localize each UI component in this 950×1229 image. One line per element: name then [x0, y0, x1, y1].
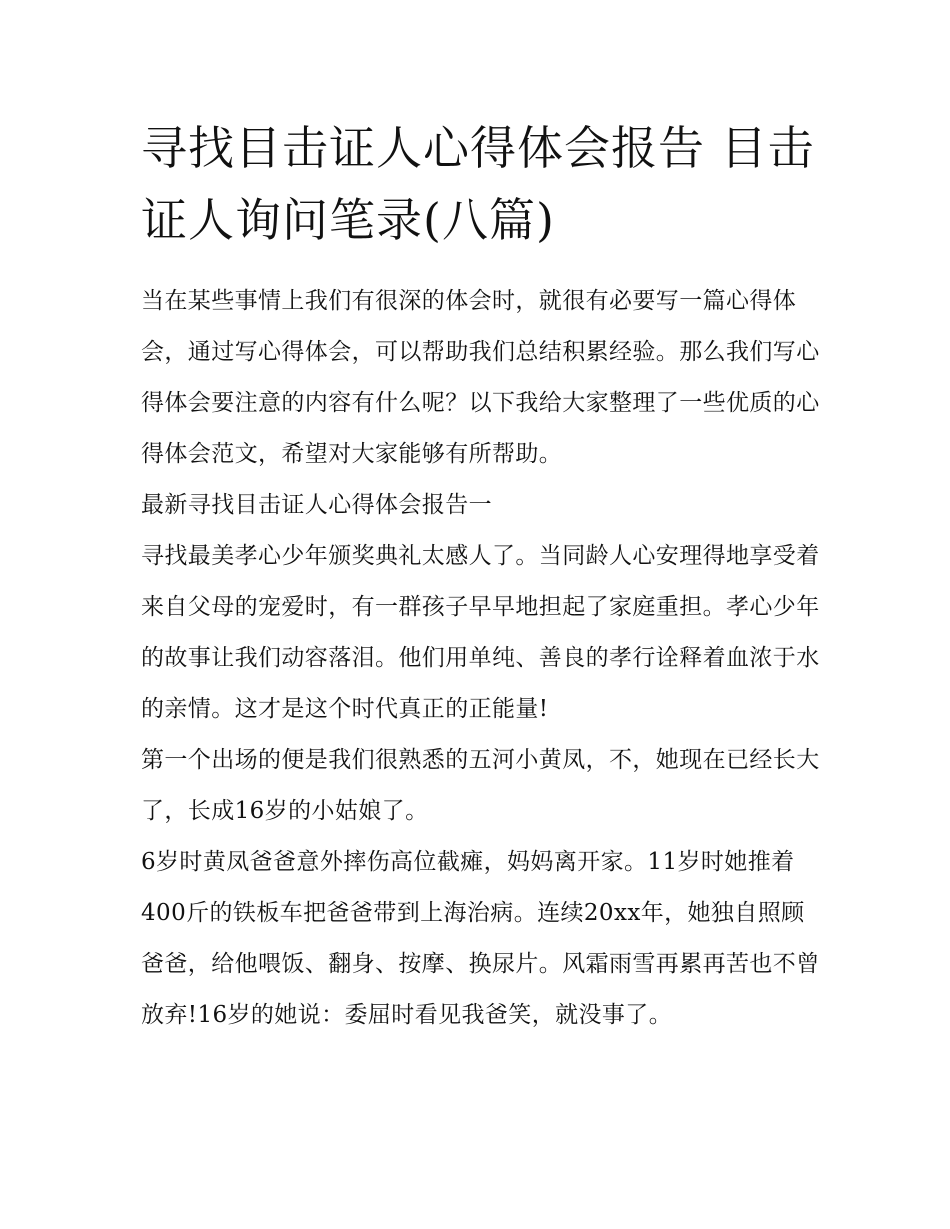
document-body: [141, 276, 821, 1041]
body-paragraph: 寻找最美孝心少年颁奖典礼太感人了。当同龄人心安理得地享受着来自父母的宠爱时，有一群孩子早早地担起了家庭重担。孝心少年的故事让我们动容落泪。他们用单纯、善良的孝行诠释着血浓于水的亲情。这才是这个时代真正的正能量!: [141, 543, 820, 722]
document-title: 寻找目击证人心得体会报告 目击证人询问笔录(八篇): [141, 121, 815, 247]
body-paragraph: 第一个出场的便是我们很熟悉的五河小黄凤，不，她现在已经长大了，长成16岁的小姑娘了。: [141, 747, 820, 824]
intro-paragraph: 当在某些事情上我们有很深的体会时，就很有必要写一篇心得体会，通过写心得体会，可以帮助我们总结积累经验。那么我们写心得体会要注意的内容有什么呢？以下我给大家整理了一些优质的心得体会范文，希望对大家能够有所帮助。: [141, 288, 820, 467]
body-paragraph: 6岁时黄凤爸爸意外摔伤高位截瘫，妈妈离开家。11岁时她推着400斤的铁板车把爸爸带到上海治病。连续20xx年，她独自照顾爸爸，给他喂饭、翻身、按摩、换尿片。风霜雨雪再累再苦也不曾放弃!16岁的她说：委屈时看见我爸笑，就没事了。: [141, 849, 820, 1028]
section-heading: 最新寻找目击证人心得体会报告一: [141, 492, 492, 518]
